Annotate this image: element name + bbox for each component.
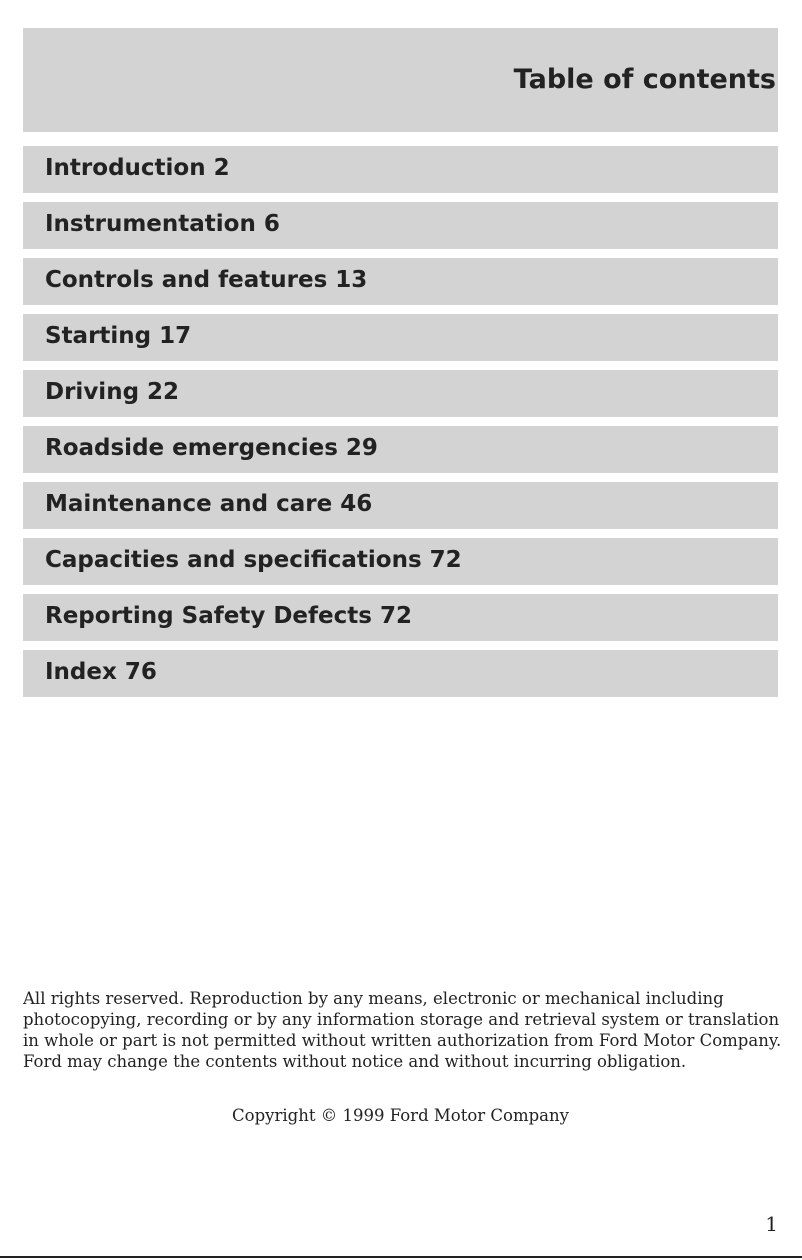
- toc-item-label: Index 76: [45, 659, 157, 685]
- page-number: 1: [765, 1212, 778, 1236]
- toc-item-label: Instrumentation 6: [45, 211, 280, 237]
- toc-item-driving[interactable]: [23, 370, 778, 417]
- toc-item-instrumentation[interactable]: [23, 202, 778, 249]
- toc-item-label: Driving 22: [45, 379, 180, 405]
- toc-item-label: Maintenance and care 46: [45, 491, 373, 517]
- copyright-notice: Copyright © 1999 Ford Motor Company: [232, 1106, 569, 1125]
- toc-item-capacities-and-specifications[interactable]: [23, 538, 778, 585]
- table-of-contents: [23, 146, 778, 706]
- page-title: Table of contents: [513, 64, 776, 95]
- toc-item-starting[interactable]: [23, 314, 778, 361]
- toc-item-label: Starting 17: [45, 323, 192, 349]
- toc-item-label: Reporting Safety Defects 72: [45, 603, 412, 629]
- toc-item-reporting-safety-defects[interactable]: [23, 594, 778, 641]
- toc-item-introduction[interactable]: [23, 146, 778, 193]
- toc-item-label: Controls and features 13: [45, 267, 368, 293]
- toc-item-label: Capacities and specifications 72: [45, 547, 462, 573]
- toc-item-label: Introduction 2: [45, 155, 230, 181]
- toc-item-controls-and-features[interactable]: [23, 258, 778, 305]
- toc-item-roadside-emergencies[interactable]: [23, 426, 778, 473]
- toc-item-label: Roadside emergencies 29: [45, 435, 378, 461]
- toc-item-index[interactable]: [23, 650, 778, 697]
- toc-item-maintenance-and-care[interactable]: [23, 482, 778, 529]
- legal-notice: All rights reserved. Reproduction by any means, electronic or mechanical including photocopying, recording or by any information storage and retrieval system or translation in whole or part is not permitted without written authorization from Ford Motor Company. Ford may change the contents without notice and without incurring obligation.: [23, 989, 782, 1071]
- bottom-divider: [0, 1256, 802, 1258]
